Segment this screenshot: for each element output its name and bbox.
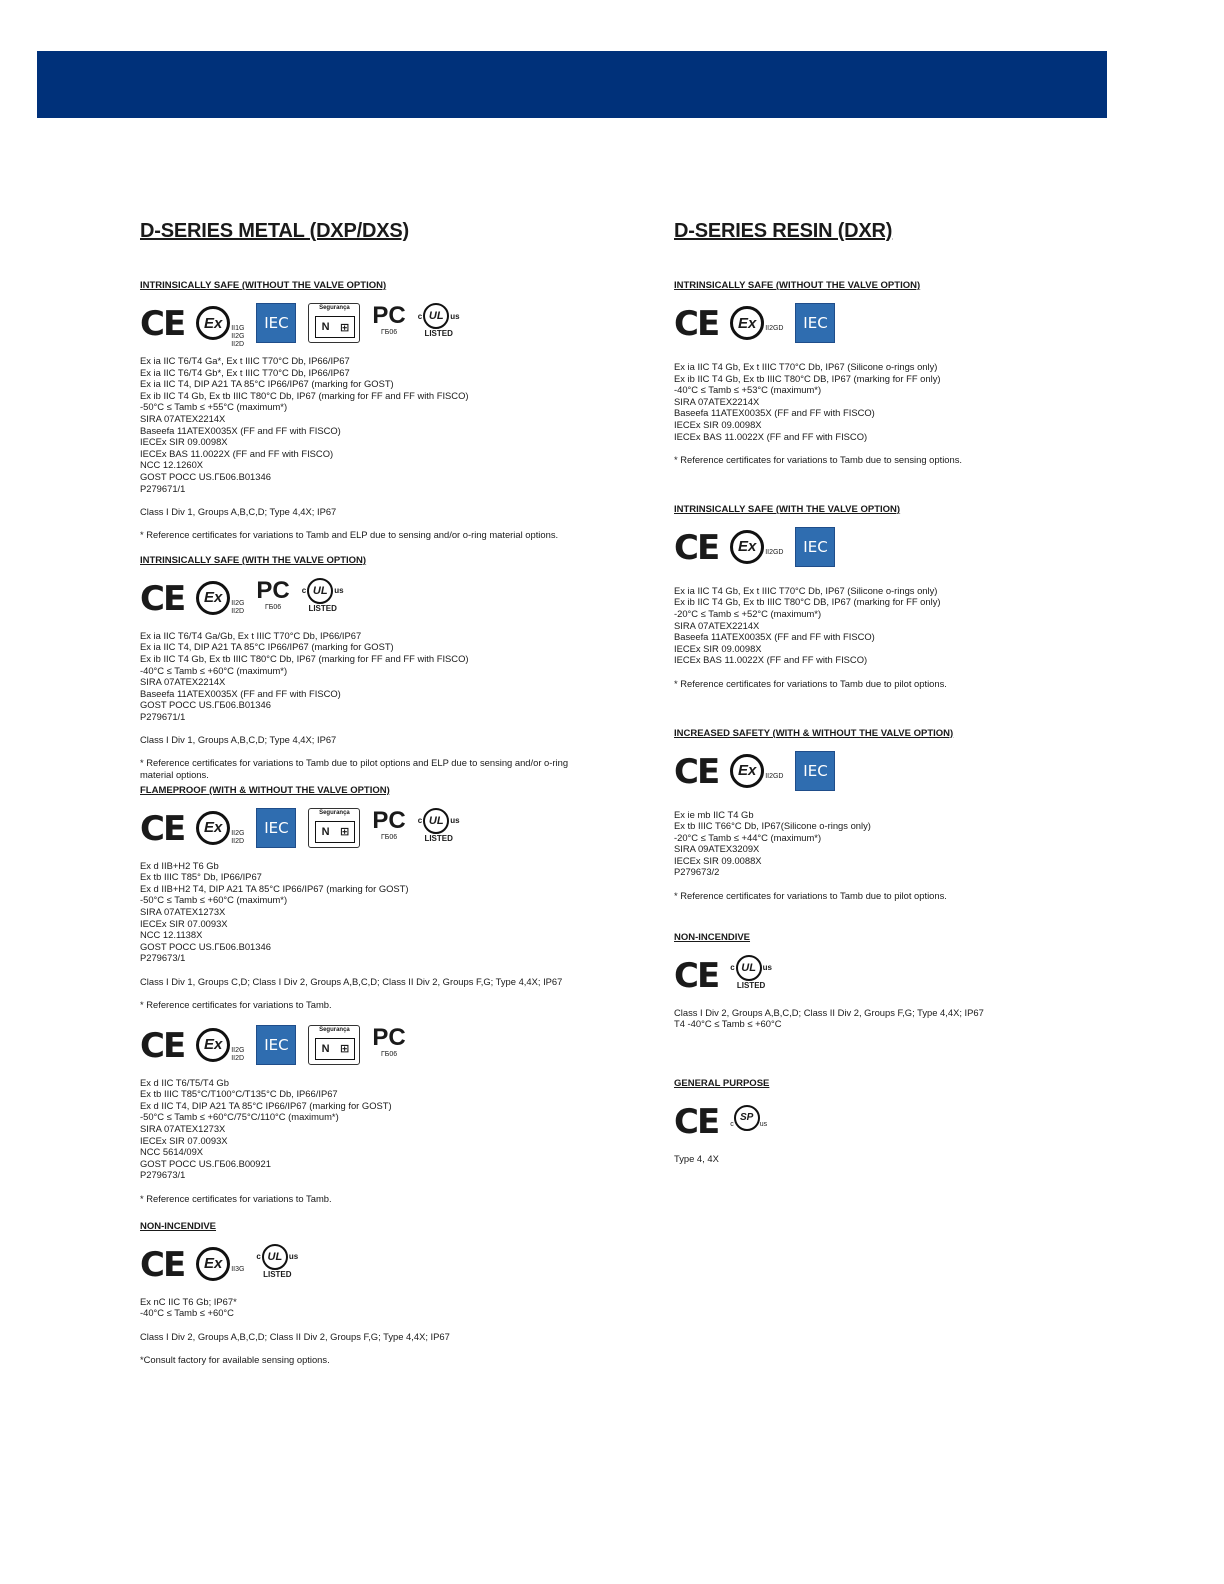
section-heading: NON-INCENDIVE [140, 1220, 217, 1232]
left-section-is-with-valve [140, 555, 610, 781]
class-division-line: Class I Div 2, Groups A,B,C,D; Class II Div 2, Groups F,G; Type 4,4X; IP67 [140, 1330, 450, 1342]
class-division-line: Class I Div 1, Groups A,B,C,D; Type 4,4X; IP67 [140, 734, 337, 746]
certification-lines: Type 4, 4X [674, 1152, 719, 1164]
footnote: * Reference certificates for variations to Tamb due to pilot options. [674, 677, 947, 689]
gost-logo-icon: PC ГБ06 [372, 806, 406, 841]
certification-lines: Ex ia IIC T6/T4 Ga/Gb, Ex t IIIC T70°C Db, IP66/IP67 Ex ia IIC T4, DIP A21 TA 85°C IP66/IP67 (marking for GOST) Ex ib IIC T4 Gb, Ex tb IIIC T80°C Db, IP67 (marking for FF and FF with FISCO) -40°C ≤ Tamb ≤ +60°C (maximum*) SIRA 07ATEX2214X Baseefa 11ATEX0035X (FF and FF with FISCO) GOST POCC US.ГБ06.B01346 P279671/1 [140, 629, 469, 722]
ce-mark-icon: CE [140, 1025, 185, 1066]
right-section-general-purpose [674, 1078, 1034, 1165]
inmetro-logo-icon: Segurança N ⊞ [308, 808, 360, 848]
gost-logo-icon: PC ГБ06 [372, 302, 406, 336]
certification-lines: Ex ia IIC T4 Gb, Ex t IIIC T70°C Db, IP67 (Silicone o-rings only) Ex ib IIC T4 Gb, Ex tb IIIC T80°C DB, IP67 (marking for FF only) -40°C ≤ Tamb ≤ +53°C (maximum*) SIRA 07ATEX2214X Baseefa 11ATEX0035X (FF and FF with FISCO) IECEx SIR 09.0098X IECEx BAS 11.0022X (FF and FF with FISCO) [674, 361, 941, 442]
section-heading: INTRINSICALLY SAFE (WITHOUT THE VALVE OPTION) [140, 280, 387, 291]
ce-mark-icon: CE [674, 1101, 719, 1142]
certification-logos [674, 751, 1034, 797]
certification-logos [674, 1101, 1034, 1147]
footnote: * Reference certificates for variations to Tamb. [140, 1192, 332, 1204]
right-column [674, 220, 1034, 1164]
section-heading: INTRINSICALLY SAFE (WITHOUT THE VALVE OPTION) [674, 280, 921, 291]
iec-logo-icon: IEC [256, 808, 296, 848]
footnote: * Reference certificates for variations to Tamb due to pilot options. [674, 890, 947, 902]
left-column-title: D-SERIES METAL (DXP/DXS) [140, 220, 409, 242]
footnote: * Reference certificates for variations to Tamb due to sensing options. [674, 454, 963, 466]
atex-ex-icon: Ex II2GD [730, 527, 783, 564]
ce-mark-icon: CE [674, 955, 719, 996]
atex-ex-icon: Ex II2GD [730, 303, 783, 340]
atex-ex-icon: Ex II2G II2D [196, 578, 244, 616]
iec-logo-icon: IEC [256, 303, 296, 343]
certification-lines: Ex d IIB+H2 T6 Gb Ex tb IIIC T85° Db, IP66/IP67 Ex d IIB+H2 T4, DIP A21 TA 85°C IP66/IP67 (marking for GOST) -50°C ≤ Tamb ≤ +60°C (maximum*) SIRA 07ATEX1273X IECEx SIR 07.0093X NCC 12.1138X GOST POCC US.ГБ06.B01346 P279673/1 [140, 859, 409, 964]
atex-ex-icon: Ex II3G [196, 1244, 244, 1281]
certification-lines: Class I Div 2, Groups A,B,C,D; Class II Div 2, Groups F,G; Type 4,4X; IP67 T4 -40°C ≤ Tamb ≤ +60°C [674, 1006, 984, 1030]
ce-mark-icon: CE [674, 527, 719, 568]
atex-ex-icon: Ex II2G II2D [196, 808, 244, 846]
right-section-is-with-valve [674, 504, 1034, 690]
atex-ex-icon: Ex II1G II2G II2D [196, 303, 244, 349]
left-section-is-without-valve [140, 280, 610, 541]
footnote: * Reference certificates for variations to Tamb and ELP due to sensing and/or o-ring material options. [140, 529, 559, 541]
certification-logos [140, 578, 610, 624]
certification-logos [674, 955, 1034, 1001]
csa-logo-icon: c SP us [730, 1101, 767, 1131]
certification-lines: Ex ia IIC T6/T4 Ga*, Ex t IIIC T70°C Db, IP66/IP67 Ex ia IIC T6/T4 Gb*, Ex t IIIC T70°C Db, IP66/IP67 Ex ia IIC T4, DIP A21 TA 85°C IP66/IP67 (marking for GOST) Ex ib IIC T4 Gb, Ex tb IIIC T80°C Db, IP67 (marking for FF and FF with FISCO) -50°C ≤ Tamb ≤ +55°C (maximum*) SIRA 07ATEX2214X Baseefa 11ATEX0035X (FF and FF with FISCO) IECEx SIR 09.0098X IECEx BAS 11.0022X (FF and FF with FISCO) NCC 12.1260X GOST POCC US.ГБ06.B01346 P279671/1 [140, 355, 469, 494]
left-section-non-incendive [140, 1221, 610, 1366]
footnote: * Reference certificates for variations to Tamb due to pilot options and ELP due to sensing and/or o-ring material options. [140, 757, 569, 781]
certification-logos [140, 303, 610, 349]
iec-logo-icon: IEC [795, 527, 835, 567]
certification-logos [140, 1244, 610, 1290]
gost-logo-icon: PC ГБ06 [372, 1023, 406, 1058]
certification-logos [140, 808, 610, 854]
section-heading: FLAMEPROOF (WITH & WITHOUT THE VALVE OPTION) [140, 784, 390, 796]
ce-mark-icon: CE [140, 304, 185, 344]
certification-lines: Ex ie mb IIC T4 Gb Ex tb IIIC T66°C Db, IP67(Silicone o-rings only) -20°C ≤ Tamb ≤ +44°C (maximum*) SIRA 09ATEX3209X IECEx SIR 09.0088X P279673/2 [674, 808, 871, 878]
ce-mark-icon: CE [674, 304, 719, 344]
right-section-is-without-valve [674, 280, 1034, 466]
ce-mark-icon: CE [140, 808, 185, 849]
ce-mark-icon: CE [140, 1244, 185, 1285]
certification-logos [674, 527, 1034, 573]
ce-mark-icon: CE [140, 578, 185, 619]
gost-logo-icon: PC ГБ06 [256, 576, 290, 611]
iec-logo-icon: IEC [795, 751, 835, 791]
ul-listed-icon: c UL us LISTED [302, 578, 344, 613]
section-heading: INTRINSICALLY SAFE (WITH THE VALVE OPTION) [140, 554, 367, 566]
section-heading: INTRINSICALLY SAFE (WITH THE VALVE OPTION) [674, 503, 901, 515]
left-section-flameproof-iic [140, 1025, 610, 1205]
atex-ex-icon: Ex II2G II2D [196, 1025, 244, 1063]
atex-ex-icon: Ex II2GD [730, 751, 783, 788]
right-section-non-incendive [674, 932, 1034, 1030]
certification-logos [674, 303, 1034, 349]
right-column-title: D-SERIES RESIN (DXR) [674, 220, 893, 242]
ul-listed-icon: c UL us LISTED [730, 955, 772, 990]
inmetro-logo-icon: Segurança N ⊞ [308, 303, 360, 343]
certification-lines: Ex ia IIC T4 Gb, Ex t IIIC T70°C Db, IP67 (Silicone o-rings only) Ex ib IIC T4 Gb, Ex tb IIIC T80°C DB, IP67 (marking for FF only) -20°C ≤ Tamb ≤ +52°C (maximum*) SIRA 07ATEX2214X Baseefa 11ATEX0035X (FF and FF with FISCO) IECEx SIR 09.0098X IECEx BAS 11.0022X (FF and FF with FISCO) [674, 584, 941, 666]
certification-lines: Ex d IIC T6/T5/T4 Gb Ex tb IIIC T85°C/T100°C/T135°C Db, IP66/IP67 Ex d IIC T4, DIP A21 TA 85°C IP66/IP67 (marking for GOST) -50°C ≤ Tamb ≤ +60°C/75°C/110°C (maximum*) SIRA 07ATEX1273X IECEx SIR 07.0093X NCC 5614/09X GOST POCC US.ГБ06.B00921 P279673/1 [140, 1076, 392, 1181]
inmetro-logo-icon: Segurança N ⊞ [308, 1025, 360, 1065]
iec-logo-icon: IEC [795, 303, 835, 343]
iec-logo-icon: IEC [256, 1025, 296, 1065]
ul-listed-icon: c UL us LISTED [418, 808, 460, 843]
footnote: *Consult factory for available sensing options. [140, 1353, 330, 1365]
class-division-line: Class I Div 1, Groups C,D; Class I Div 2, Groups A,B,C,D; Class II Div 2, Groups F,G; Type 4,4X; IP67 [140, 976, 563, 987]
header-banner [37, 51, 1107, 118]
left-section-flameproof [140, 785, 610, 1011]
footnote: * Reference certificates for variations to Tamb. [140, 999, 332, 1010]
section-heading: NON-INCENDIVE [674, 931, 751, 943]
ul-listed-icon: c UL us LISTED [256, 1244, 298, 1279]
right-section-increased-safety [674, 728, 1034, 902]
section-heading: GENERAL PURPOSE [674, 1077, 770, 1089]
ul-listed-icon: c UL us LISTED [418, 303, 460, 338]
section-heading: INCREASED SAFETY (WITH & WITHOUT THE VALVE OPTION) [674, 727, 954, 739]
class-division-line: Class I Div 1, Groups A,B,C,D; Type 4,4X; IP67 [140, 506, 337, 518]
ce-mark-icon: CE [674, 751, 719, 792]
left-column [140, 220, 610, 1365]
certification-logos [140, 1025, 610, 1071]
certification-lines: Ex nC IIC T6 Gb; IP67* -40°C ≤ Tamb ≤ +60°C [140, 1295, 237, 1319]
